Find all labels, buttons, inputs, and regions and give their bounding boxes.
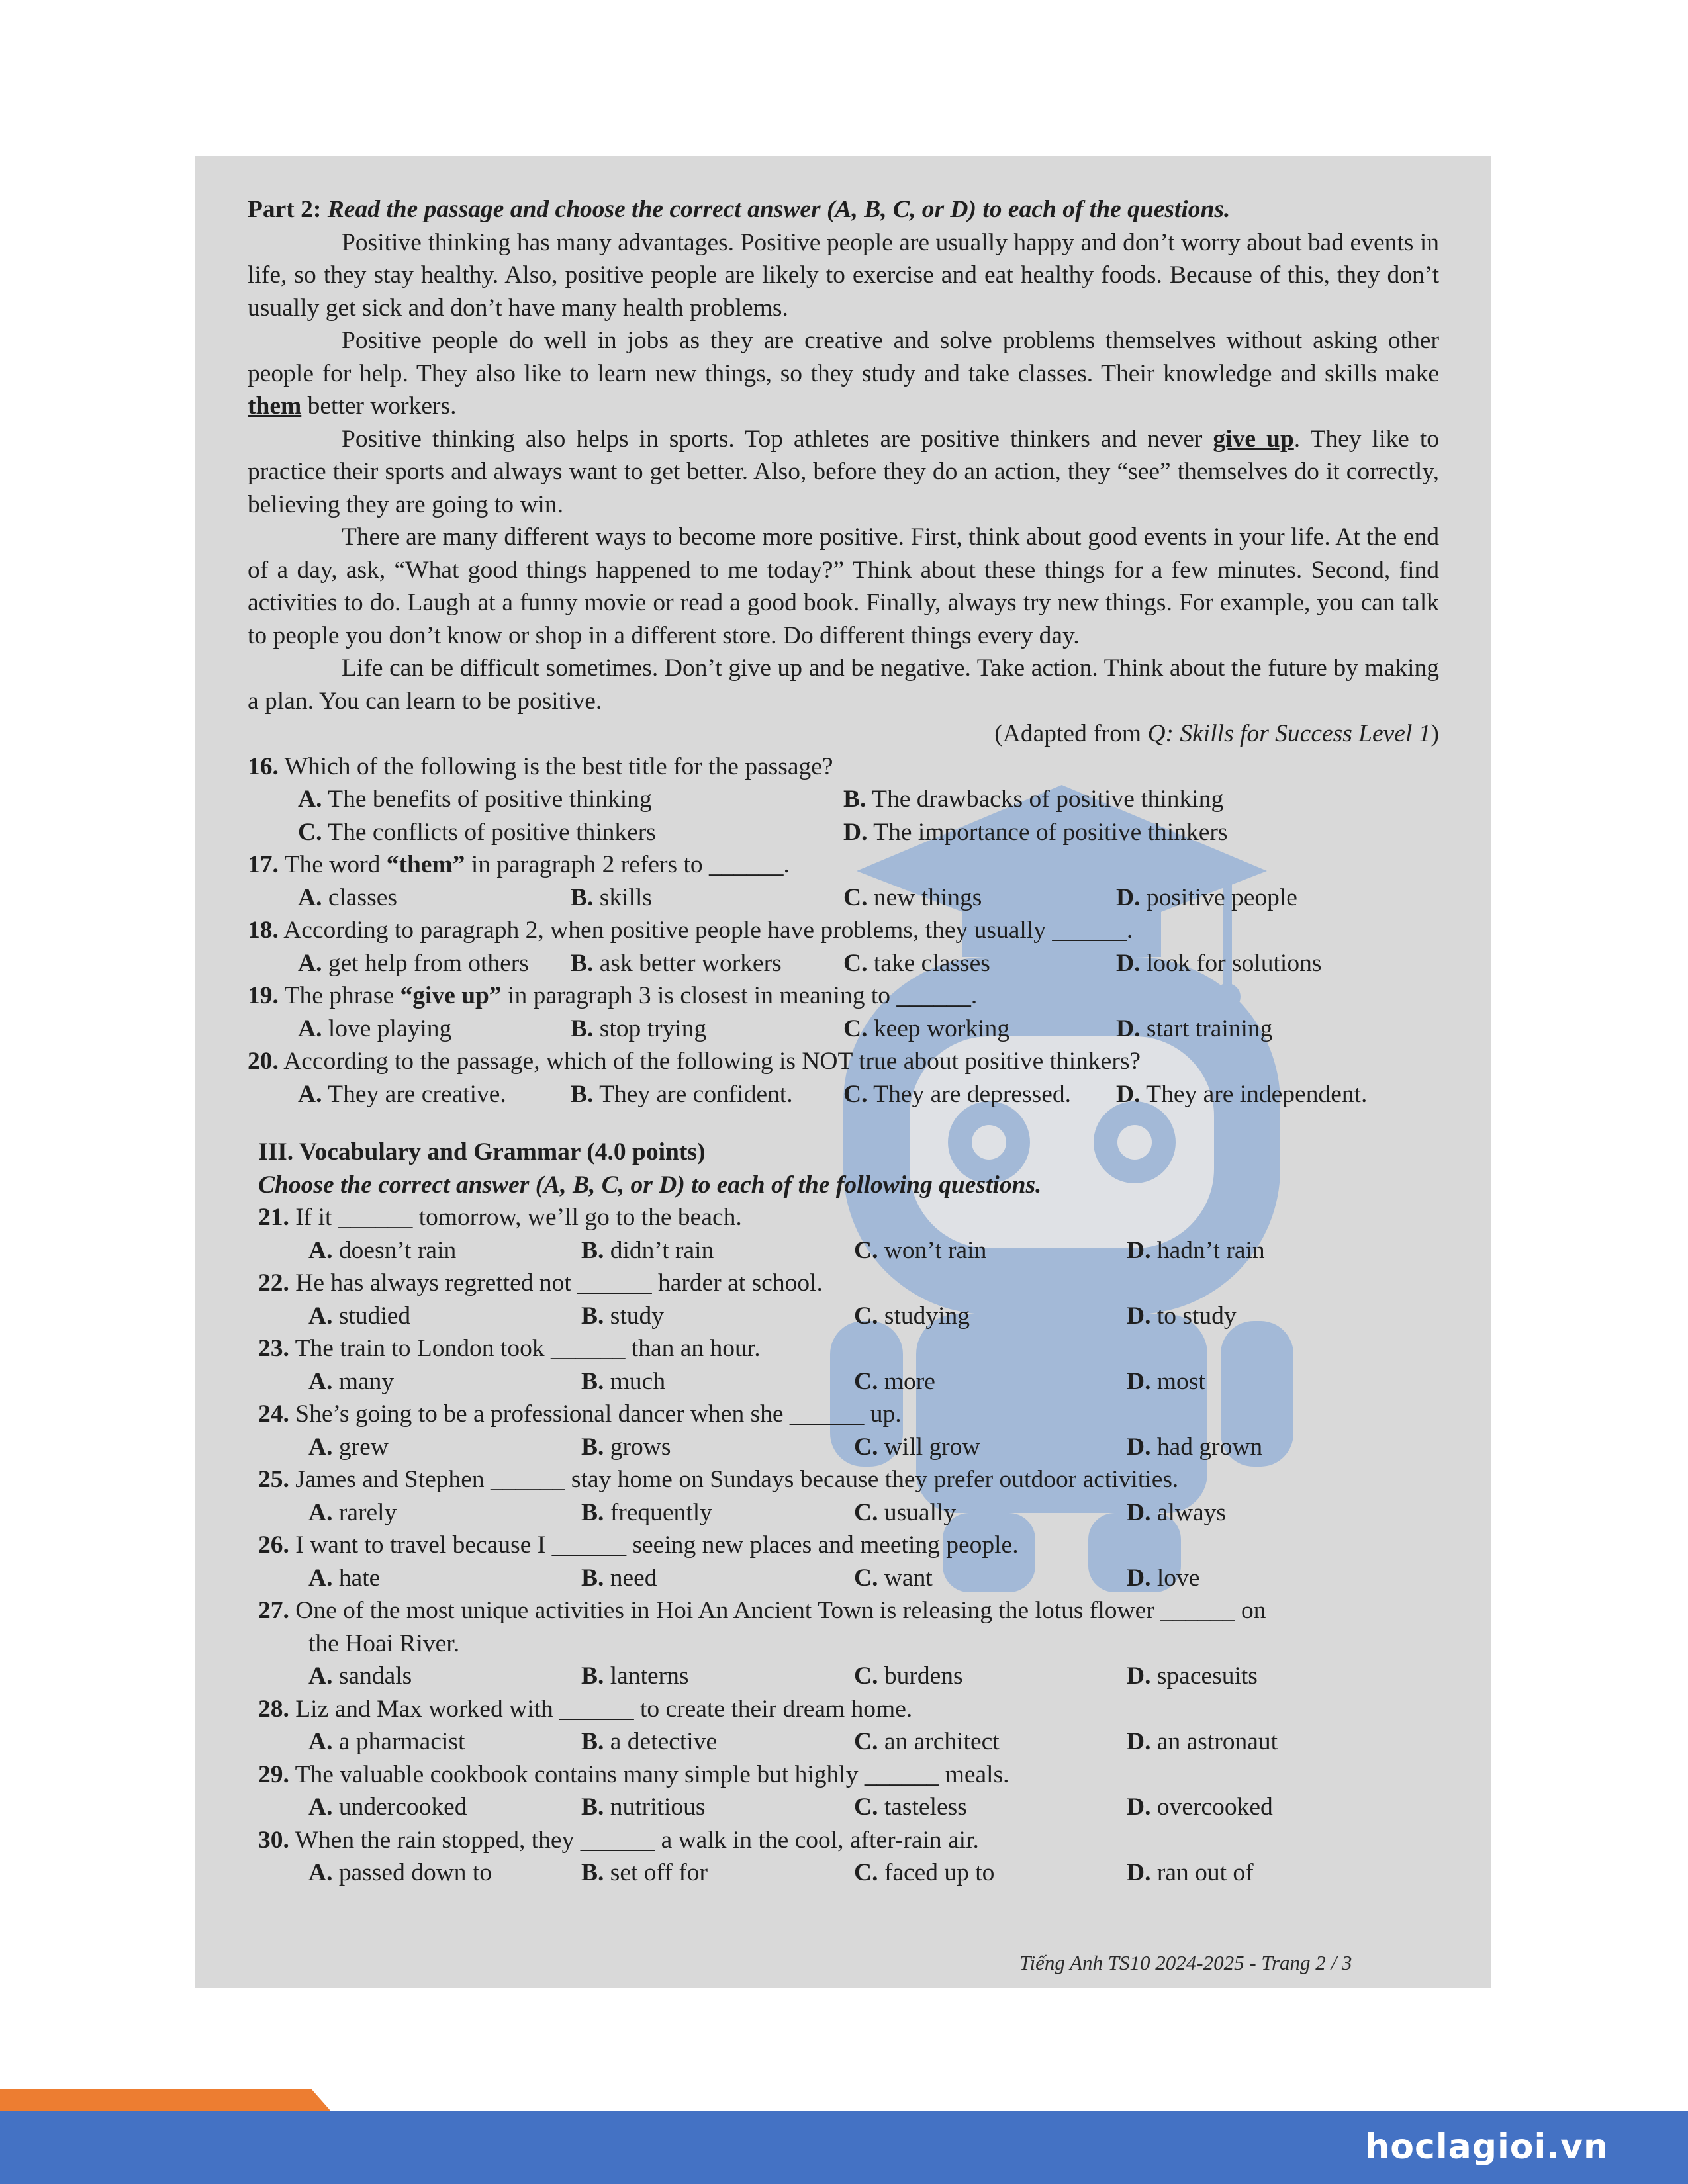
option-text: a pharmacist	[338, 1728, 465, 1755]
option-text: doesn’t rain	[338, 1236, 457, 1264]
option-b[interactable]	[581, 1365, 854, 1398]
question-text: The train to London took ______ than an hour.	[295, 1335, 761, 1362]
option-label: A.	[308, 1236, 333, 1264]
option-text: They are independent.	[1146, 1080, 1368, 1108]
option-label: D.	[1127, 1564, 1151, 1592]
option-label: A.	[308, 1794, 333, 1821]
underlined-phrase-give-up: give up	[1213, 425, 1294, 453]
question-text: She’s going to be a professional dancer when she ______ up.	[295, 1400, 902, 1428]
option-label: D.	[1127, 1367, 1151, 1395]
option-label: A.	[298, 949, 322, 977]
option-text: grew	[338, 1433, 389, 1461]
option-text: had grown	[1156, 1433, 1263, 1461]
option-a[interactable]	[308, 1562, 581, 1595]
option-a[interactable]	[298, 783, 843, 816]
option-c[interactable]	[843, 882, 1116, 915]
option-a[interactable]	[298, 947, 571, 980]
question-25	[258, 1463, 1439, 1496]
passage-source	[248, 717, 1439, 751]
option-label: B.	[571, 1015, 594, 1042]
option-a[interactable]	[298, 1013, 571, 1046]
option-text: start training	[1146, 1015, 1273, 1042]
question-26-options	[258, 1562, 1439, 1595]
option-text: nutritious	[610, 1794, 706, 1821]
option-text: classes	[328, 884, 397, 911]
section-gap	[248, 1111, 1439, 1136]
option-d[interactable]	[1127, 1234, 1399, 1267]
question-21	[258, 1201, 1439, 1234]
option-d[interactable]	[1127, 1856, 1399, 1889]
passage-paragraph-5: Life can be difficult sometimes. Don’t give up and be negative. Take action. Think about the future by making a plan. You can learn to be positive.	[248, 655, 1439, 715]
option-text: an astronaut	[1156, 1728, 1278, 1755]
question-number: 22.	[258, 1269, 289, 1297]
option-text: overcooked	[1156, 1794, 1273, 1821]
part-instruction: Read the passage and choose the correct answer (A, B, C, or D) to each of the questions.	[327, 196, 1231, 223]
option-c[interactable]	[854, 1725, 1127, 1758]
option-b[interactable]	[581, 1234, 854, 1267]
option-label: D.	[1127, 1302, 1151, 1330]
option-b[interactable]	[581, 1300, 854, 1333]
option-text: want	[884, 1564, 933, 1592]
option-label: A.	[308, 1859, 333, 1886]
option-text: always	[1156, 1498, 1226, 1526]
option-text: keep working	[873, 1015, 1009, 1042]
option-text: positive people	[1146, 884, 1297, 911]
option-text: ask better workers	[599, 949, 782, 977]
question-text: He has always regretted not ______ harder at school.	[295, 1269, 823, 1297]
option-label: C.	[854, 1498, 878, 1526]
option-label: D.	[1127, 1859, 1151, 1886]
question-quoted-phrase: “give up”	[400, 982, 502, 1009]
option-label: B.	[581, 1859, 604, 1886]
option-text: undercooked	[338, 1794, 467, 1821]
question-29-options	[258, 1791, 1439, 1824]
question-19-options	[248, 1013, 1439, 1046]
question-quoted-word: “them”	[386, 851, 465, 878]
question-26	[258, 1529, 1439, 1562]
option-label: A.	[308, 1498, 333, 1526]
option-b[interactable]	[571, 882, 843, 915]
option-label: C.	[854, 1728, 878, 1755]
option-label: D.	[1127, 1794, 1151, 1821]
section-title: III. Vocabulary and Grammar	[258, 1138, 581, 1165]
option-label: C.	[854, 1794, 878, 1821]
question-28-options	[258, 1725, 1439, 1758]
question-number: 18.	[248, 917, 279, 944]
question-16	[248, 751, 1439, 784]
option-text: many	[338, 1367, 395, 1395]
option-b[interactable]	[581, 1856, 854, 1889]
question-text-pre: The phrase	[284, 982, 400, 1009]
option-text: studying	[884, 1302, 970, 1330]
question-16-options-ab	[248, 783, 1439, 816]
option-text: grows	[610, 1433, 671, 1461]
option-c[interactable]	[854, 1856, 1127, 1889]
question-text: Which of the following is the best title for the passage?	[284, 752, 833, 780]
option-c[interactable]	[854, 1300, 1127, 1333]
question-number: 24.	[258, 1400, 289, 1428]
option-a[interactable]	[308, 1856, 581, 1889]
option-text: to study	[1156, 1302, 1237, 1330]
option-c[interactable]	[298, 816, 843, 849]
question-22	[258, 1267, 1439, 1300]
question-text: If it ______ tomorrow, we’ll go to the beach.	[295, 1204, 742, 1231]
option-label: D.	[1127, 1728, 1151, 1755]
question-number: 20.	[248, 1048, 279, 1075]
question-17	[248, 848, 1439, 882]
option-b[interactable]	[571, 947, 843, 980]
question-23-options	[258, 1365, 1439, 1398]
option-text: hate	[338, 1564, 381, 1592]
option-text: usually	[884, 1498, 957, 1526]
option-b[interactable]	[581, 1562, 854, 1595]
underlined-word-them: them	[248, 392, 302, 420]
option-text: frequently	[610, 1498, 712, 1526]
question-23	[258, 1332, 1439, 1365]
option-d[interactable]	[1116, 882, 1389, 915]
passage-paragraph-2	[248, 324, 1439, 423]
question-number: 30.	[258, 1826, 289, 1854]
question-30-options	[258, 1856, 1439, 1889]
question-20-options	[248, 1078, 1439, 1111]
option-label: D.	[1116, 1015, 1141, 1042]
question-28	[258, 1693, 1439, 1726]
source-suffix: )	[1430, 720, 1439, 747]
exam-page	[195, 156, 1491, 1988]
section-3-heading	[248, 1136, 1439, 1169]
question-18-options	[248, 947, 1439, 980]
option-label: C.	[854, 1367, 878, 1395]
option-text: a detective	[610, 1728, 718, 1755]
question-text-pre: The word	[284, 851, 387, 878]
question-19	[248, 979, 1439, 1013]
question-number: 23.	[258, 1335, 289, 1362]
grammar-questions	[248, 1201, 1439, 1889]
p3-text-before: Positive thinking also helps in sports. Top athletes are positive thinkers and never	[342, 425, 1213, 453]
option-text: ran out of	[1156, 1859, 1254, 1886]
brand-logo[interactable]: hoclagioi.vn	[1365, 2127, 1609, 2167]
option-label: B.	[843, 786, 867, 813]
option-label: B.	[581, 1367, 604, 1395]
option-text: will grow	[884, 1433, 980, 1461]
option-text: spacesuits	[1156, 1662, 1258, 1690]
option-b[interactable]	[581, 1725, 854, 1758]
question-20	[248, 1045, 1439, 1078]
question-18	[248, 914, 1439, 947]
option-text: sandals	[338, 1662, 412, 1690]
option-text: look for solutions	[1146, 949, 1322, 977]
option-text: new things	[873, 884, 982, 911]
option-d[interactable]	[843, 816, 1389, 849]
option-d[interactable]	[1127, 1562, 1399, 1595]
option-text: passed down to	[338, 1859, 492, 1886]
question-27-continuation: the Hoai River.	[308, 1629, 460, 1657]
option-label: D.	[1116, 884, 1141, 911]
option-c[interactable]	[854, 1431, 1127, 1464]
question-29	[258, 1758, 1439, 1792]
option-text: lanterns	[610, 1662, 689, 1690]
option-label: B.	[581, 1236, 604, 1264]
option-text: set off for	[610, 1859, 708, 1886]
option-d[interactable]	[1127, 1660, 1399, 1693]
option-text: need	[610, 1564, 657, 1592]
orange-accent	[0, 2089, 331, 2111]
option-text: most	[1156, 1367, 1205, 1395]
option-b[interactable]	[571, 1013, 843, 1046]
option-label: D.	[1127, 1236, 1151, 1264]
orange-accent-shape-icon	[0, 2089, 331, 2111]
option-text: studied	[338, 1302, 411, 1330]
option-text: They are depressed.	[873, 1080, 1071, 1108]
question-text: According to paragraph 2, when positive people have problems, they usually ______.	[283, 917, 1133, 944]
question-27-options	[258, 1660, 1439, 1693]
question-number: 25.	[258, 1466, 289, 1493]
option-text: The drawbacks of positive thinking	[872, 786, 1224, 813]
option-text: They are confident.	[599, 1080, 793, 1108]
option-text: The benefits of positive thinking	[328, 786, 652, 813]
option-label: A.	[298, 1015, 322, 1042]
source-title: Q: Skills for Success Level 1	[1147, 720, 1431, 747]
option-label: C.	[843, 1080, 868, 1108]
option-text: burdens	[884, 1662, 963, 1690]
question-number: 21.	[258, 1204, 289, 1231]
option-d[interactable]	[1127, 1431, 1399, 1464]
option-a[interactable]	[308, 1660, 581, 1693]
option-a[interactable]	[308, 1300, 581, 1333]
option-label: B.	[571, 949, 594, 977]
question-27	[258, 1594, 1439, 1627]
option-text: won’t rain	[884, 1236, 987, 1264]
option-text: love playing	[328, 1015, 452, 1042]
option-label: D.	[1127, 1433, 1151, 1461]
question-text-post: in paragraph 3 is closest in meaning to ______.	[501, 982, 978, 1009]
option-label: A.	[298, 786, 322, 813]
option-a[interactable]	[308, 1431, 581, 1464]
part-label: Part 2:	[248, 196, 322, 223]
question-text: When the rain stopped, they ______ a walk in the cool, after-rain air.	[295, 1826, 979, 1854]
option-a[interactable]	[308, 1234, 581, 1267]
option-text: hadn’t rain	[1156, 1236, 1265, 1264]
option-c[interactable]	[854, 1660, 1127, 1693]
option-d[interactable]	[1127, 1725, 1399, 1758]
option-c[interactable]	[854, 1365, 1127, 1398]
option-label: D.	[1116, 1080, 1141, 1108]
option-label: B.	[581, 1498, 604, 1526]
option-text: love	[1156, 1564, 1200, 1592]
passage-paragraph-3	[248, 423, 1439, 522]
option-label: B.	[581, 1662, 604, 1690]
question-text: James and Stephen ______ stay home on Sundays because they prefer outdoor activities.	[295, 1466, 1179, 1493]
option-c[interactable]	[843, 947, 1116, 980]
option-d[interactable]	[1127, 1365, 1399, 1398]
option-b[interactable]	[581, 1660, 854, 1693]
option-label: A.	[308, 1433, 333, 1461]
option-label: D.	[1127, 1498, 1151, 1526]
option-b[interactable]	[581, 1791, 854, 1824]
passage-paragraph-1: Positive thinking has many advantages. Positive people are usually happy and don’t worry about bad events in life, so they stay healthy. Also, positive people are likely to exercise and eat healthy foods. Because of this, they don’t usually get sick and don’t have many health problems.	[248, 228, 1439, 322]
option-label: C.	[843, 1015, 868, 1042]
option-label: C.	[854, 1564, 878, 1592]
option-a[interactable]	[308, 1791, 581, 1824]
option-text: stop trying	[599, 1015, 707, 1042]
passage-paragraph-4: There are many different ways to become more positive. First, think about good events in your life. At the end of a day, ask, “What good things happened to me today?” Think about these things for a few minutes. Second, find activities to do. Laugh at a funny movie or read a good book. Finally, always try new things. For example, you can talk to people you don’t know or shop in a different store. Do different things every day.	[248, 523, 1439, 649]
part2-heading	[248, 193, 1439, 226]
option-d[interactable]	[1127, 1791, 1399, 1824]
option-label: B.	[581, 1564, 604, 1592]
option-label: C.	[854, 1236, 878, 1264]
option-text: faced up to	[884, 1859, 995, 1886]
question-text-post: in paragraph 2 refers to ______.	[465, 851, 790, 878]
option-text: more	[884, 1367, 935, 1395]
option-b[interactable]	[581, 1496, 854, 1529]
option-d[interactable]	[1127, 1300, 1399, 1333]
option-label: C.	[843, 949, 868, 977]
option-label: C.	[298, 818, 322, 846]
option-c[interactable]	[843, 1078, 1116, 1111]
question-number: 19.	[248, 982, 279, 1009]
question-24-options	[258, 1431, 1439, 1464]
option-text: didn’t rain	[610, 1236, 714, 1264]
p2-text-after: better workers.	[301, 392, 457, 420]
option-label: D.	[843, 818, 868, 846]
question-number: 28.	[258, 1695, 289, 1723]
section-3-instruction: Choose the correct answer (A, B, C, or D) to each of the following questions.	[258, 1171, 1042, 1199]
option-a[interactable]	[308, 1725, 581, 1758]
option-text: much	[610, 1367, 666, 1395]
option-d[interactable]	[1116, 1013, 1389, 1046]
question-30	[258, 1824, 1439, 1857]
option-c[interactable]	[854, 1496, 1127, 1529]
question-number: 17.	[248, 851, 279, 878]
option-a[interactable]	[298, 882, 571, 915]
option-text: take classes	[873, 949, 990, 977]
question-number: 29.	[258, 1760, 289, 1788]
option-label: A.	[308, 1662, 333, 1690]
question-text: I want to travel because I ______ seeing new places and meeting people.	[295, 1531, 1019, 1559]
option-a[interactable]	[298, 1078, 571, 1111]
option-text: an architect	[884, 1728, 1000, 1755]
option-label: B.	[581, 1728, 604, 1755]
source-prefix: (Adapted from	[994, 720, 1148, 747]
option-label: B.	[571, 1080, 594, 1108]
option-b[interactable]	[843, 783, 1389, 816]
option-label: D.	[1127, 1662, 1151, 1690]
option-text: The conflicts of positive thinkers	[328, 818, 656, 846]
option-d[interactable]	[1116, 1078, 1389, 1111]
option-label: C.	[854, 1859, 878, 1886]
option-label: C.	[854, 1302, 878, 1330]
question-25-options	[258, 1496, 1439, 1529]
option-label: D.	[1116, 949, 1141, 977]
option-text: get help from others	[328, 949, 529, 977]
option-text: skills	[599, 884, 652, 911]
option-text: tasteless	[884, 1794, 967, 1821]
question-text: According to the passage, which of the following is NOT true about positive thinkers?	[283, 1048, 1141, 1075]
question-number: 26.	[258, 1531, 289, 1559]
question-22-options	[258, 1300, 1439, 1333]
option-label: A.	[298, 1080, 322, 1108]
option-text: The importance of positive thinkers	[873, 818, 1228, 846]
option-label: B.	[581, 1794, 604, 1821]
question-17-options	[248, 882, 1439, 915]
option-a[interactable]	[308, 1496, 581, 1529]
option-label: C.	[854, 1433, 878, 1461]
option-label: A.	[308, 1367, 333, 1395]
question-text: Liz and Max worked with ______ to create their dream home.	[295, 1695, 913, 1723]
option-c[interactable]	[854, 1791, 1127, 1824]
question-24	[258, 1398, 1439, 1431]
option-d[interactable]	[1116, 947, 1389, 980]
option-text: rarely	[338, 1498, 397, 1526]
option-d[interactable]	[1127, 1496, 1399, 1529]
question-text: The valuable cookbook contains many simple but highly ______ meals.	[295, 1760, 1009, 1788]
p2-text-before: Positive people do well in jobs as they are creative and solve problems themselves without asking other people for help. They also like to learn new things, so they study and take classes. Their knowledge and skills make	[248, 327, 1439, 387]
option-label: A.	[308, 1728, 333, 1755]
option-c[interactable]	[854, 1562, 1127, 1595]
page-footer: Tiếng Anh TS10 2024-2025 - Trang 2 / 3	[1019, 1951, 1352, 1974]
question-16-options-cd	[248, 816, 1439, 849]
option-b[interactable]	[571, 1078, 843, 1111]
option-label: C.	[854, 1662, 878, 1690]
option-label: B.	[581, 1302, 604, 1330]
option-text: They are creative.	[328, 1080, 506, 1108]
option-label: A.	[308, 1564, 333, 1592]
question-number: 16.	[248, 752, 279, 780]
option-b[interactable]	[581, 1431, 854, 1464]
option-label: A.	[308, 1302, 333, 1330]
option-label: B.	[581, 1433, 604, 1461]
option-c[interactable]	[843, 1013, 1116, 1046]
option-label: B.	[571, 884, 594, 911]
p3-text-after: . They like to practice their sports and always want to get better. Also, before they do an action, they “see” themselves do it correctly, believing they are going to win.	[248, 425, 1439, 518]
question-number: 27.	[258, 1597, 289, 1624]
option-text: study	[610, 1302, 665, 1330]
option-a[interactable]	[308, 1365, 581, 1398]
question-text: One of the most unique activities in Hoi An Ancient Town is releasing the lotus flower ______ on	[295, 1597, 1266, 1624]
option-label: C.	[843, 884, 868, 911]
section-points: (4.0 points)	[580, 1138, 706, 1165]
option-label: A.	[298, 884, 322, 911]
question-21-options	[258, 1234, 1439, 1267]
option-c[interactable]	[854, 1234, 1127, 1267]
